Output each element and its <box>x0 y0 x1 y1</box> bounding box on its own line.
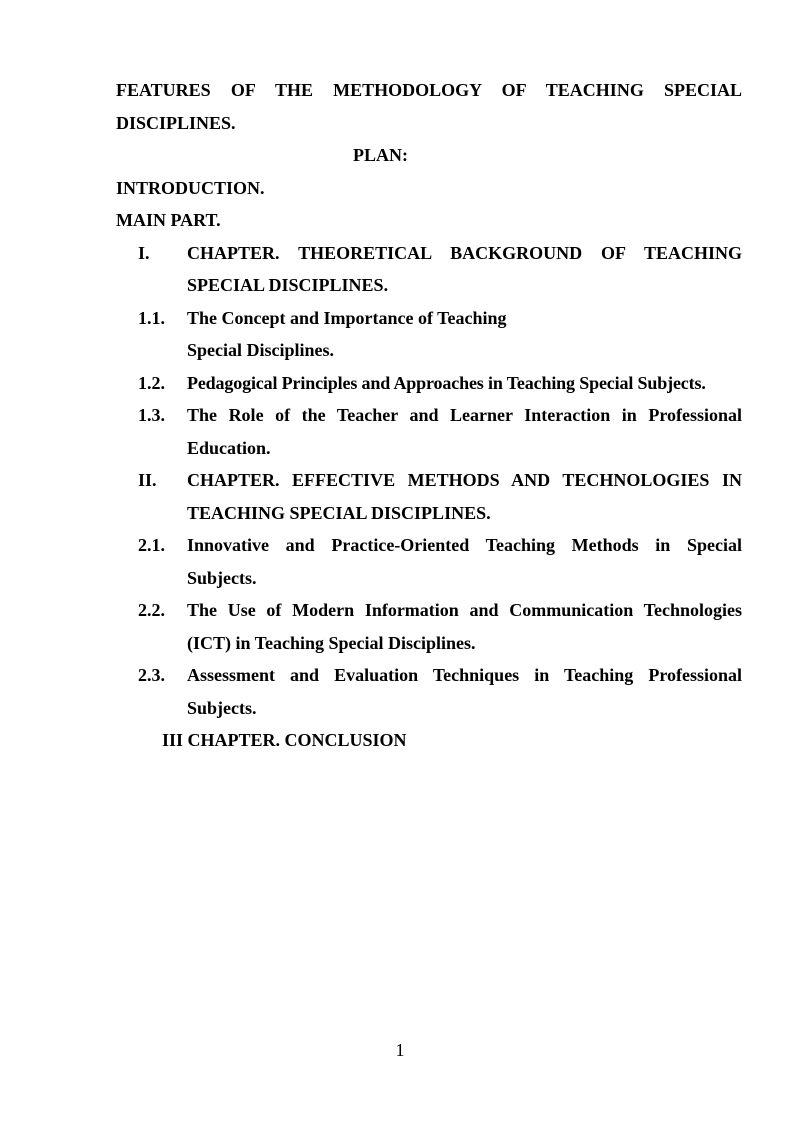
page-number: 1 <box>395 1040 405 1060</box>
entry-text-line2: Special Disciplines. <box>187 340 335 360</box>
entry-text: Assessment and Evaluation Techniques in Teaching Professional Subjects. <box>187 665 742 718</box>
plan-entry-chapter-2 <box>116 464 742 529</box>
plan-entry-chapter-1 <box>116 237 742 302</box>
entry-number: 1.1. <box>138 307 165 328</box>
entry-text: Innovative and Practice-Oriented Teaching Methods in Special Subjects. <box>187 535 742 588</box>
entry-number: 2.1. <box>138 535 165 555</box>
entry-number: 1.2. <box>138 372 165 393</box>
entry-text: CHAPTER. EFFECTIVE METHODS AND TECHNOLOGIES IN TEACHING SPECIAL DISCIPLINES. <box>187 470 742 523</box>
entry-text: CHAPTER. THEORETICAL BACKGROUND OF TEACHING SPECIAL DISCIPLINES. <box>187 242 742 295</box>
entry-number: II. <box>138 470 157 490</box>
plan-entry-1-2 <box>116 367 742 400</box>
plan-content <box>116 74 742 757</box>
conclusion-heading: III CHAPTER. CONCLUSION <box>162 730 407 750</box>
entry-text: The Concept and Importance of Teaching <box>187 307 507 328</box>
plan-heading: PLAN: <box>353 145 408 165</box>
introduction-heading: INTRODUCTION. <box>116 177 265 198</box>
document-title: FEATURES OF THE METHODOLOGY OF TEACHING SPECIAL DISCIPLINES. <box>116 80 742 133</box>
plan-entry-1-1 <box>116 302 742 367</box>
entry-number: I. <box>138 242 150 263</box>
entry-number: 2.3. <box>138 665 165 685</box>
entry-number: 2.2. <box>138 600 165 620</box>
entry-text: The Role of the Teacher and Learner Interaction in Professional Education. <box>187 405 742 458</box>
plan-entry-2-3 <box>116 659 742 724</box>
plan-entry-2-2 <box>116 594 742 659</box>
entry-text: The Use of Modern Information and Communication Technologies (ICT) in Teaching Special Disciplines. <box>187 600 742 653</box>
main-part-heading: MAIN PART. <box>116 210 221 230</box>
plan-entry-2-1 <box>116 529 742 594</box>
plan-entry-1-3 <box>116 399 742 464</box>
entry-number: 1.3. <box>138 405 165 425</box>
entry-text: Pedagogical Principles and Approaches in Teaching Special Subjects. <box>187 372 706 393</box>
